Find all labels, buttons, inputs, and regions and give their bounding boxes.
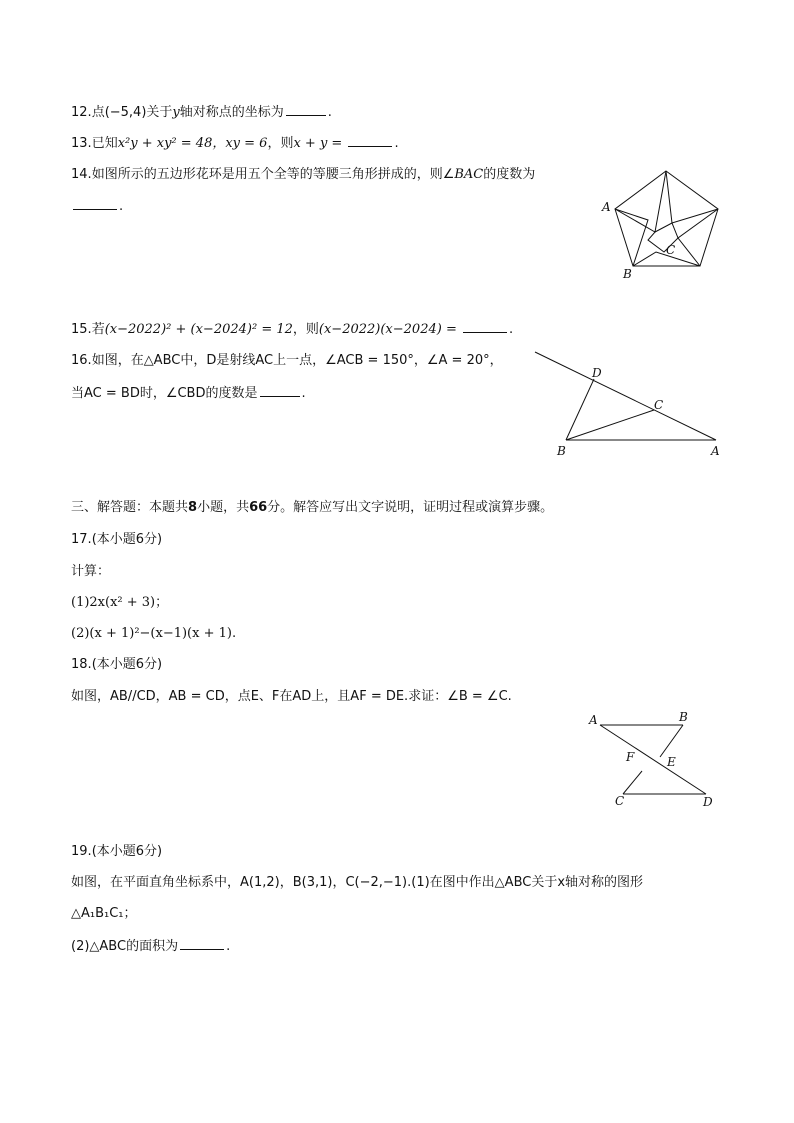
punctuation: . [226,939,231,954]
question-text: 若 [91,322,105,337]
math-angle: BAC [454,167,484,182]
question-17-header [71,531,162,549]
question-text: 轴对称点的坐标为 [179,105,284,120]
answer-blank[interactable] [348,134,392,147]
punctuation: . [301,386,306,401]
section-text: 三、解答题：本题共 [71,500,189,515]
score-note: (本小题6分) [91,532,163,547]
label-a: A [589,713,598,727]
label-c: C [654,398,664,412]
question-text: △A₁B₁C₁； [71,906,137,921]
question-text: 如图，在平面直角坐标系中，A(1,2)，B(3,1)，C(−2,−1).(1)在图中作出△ABC关于x轴对称的图形 [71,875,644,890]
question-text: (2)△ABC的面积为 [71,939,179,954]
label-a: A [711,444,720,458]
question-19-line3 [71,937,230,956]
question-number: 12. [71,105,92,120]
math-variable: y [172,105,180,120]
question-19-line1 [71,874,643,892]
question-text: 如图，AB//CD，AB = CD，点E、F在AD上，且AF = DE.求证：∠B = ∠C. [71,689,512,704]
question-number: 15. [71,322,92,337]
question-text: 如图所示的五边形花环是用五个全等的等腰三角形拼成的，则∠ [91,167,455,182]
question-number: 17. [71,532,92,547]
question-16-line2 [71,384,306,403]
punctuation: . [508,322,514,337]
question-14-blank-line [71,197,123,216]
question-text: 当AC = BD时，∠CBD的度数是 [71,386,258,401]
question-15 [71,320,513,339]
question-number: 19. [71,844,92,859]
question-16 [71,352,503,370]
answer-blank[interactable] [286,103,326,116]
label-c: C [666,243,676,257]
question-number: 13. [71,136,92,151]
label-d: D [703,795,713,809]
math-expression: x²y + xy² = 48，xy = 6 [117,136,268,151]
math-expression: x + y = [293,136,343,151]
punctuation: . [119,199,124,214]
section-text: 分。解答应写出文字说明，证明过程或演算步骤。 [267,500,554,515]
question-17-part2 [71,625,236,643]
question-text: 如图，在△ABC中，D是射线AC上一点，∠ACB = 150°，∠A = 20°， [91,353,503,368]
question-13 [71,134,399,153]
label-c: C [615,794,625,808]
question-text: 已知 [91,136,118,151]
question-17-instruction [71,563,110,581]
question-19-line2 [71,905,137,923]
question-text: 的度数为 [483,167,536,182]
answer-blank[interactable] [180,937,224,950]
punctuation: . [394,136,399,151]
total-score: 66 [249,500,268,515]
math-expression: (x−2022)(x−2024) = [318,322,457,337]
question-12 [71,103,332,122]
answer-blank[interactable] [260,384,300,397]
question-number: 14. [71,167,92,182]
label-b: B [679,710,688,724]
question-text: 计算： [71,564,111,579]
label-d: D [592,366,602,380]
question-18-header [71,656,162,674]
label-b: B [623,267,632,281]
question-17-part1 [71,594,168,612]
answer-blank[interactable] [463,320,507,333]
question-number: 18. [71,657,92,672]
math-expression: (1)2x(x² + 3)； [71,595,169,610]
section-heading [71,499,553,517]
question-number: 16. [71,353,92,368]
question-text: ，则 [292,322,319,337]
score-note: (本小题6分) [91,657,163,672]
question-count: 8 [188,500,198,515]
label-e: E [667,755,676,769]
answer-blank[interactable] [73,197,117,210]
question-18-text [71,688,512,706]
label-f: F [626,750,635,764]
question-19-header [71,843,162,861]
section-text: 小题，共 [197,500,250,515]
math-expression: (2)(x + 1)²−(x−1)(x + 1). [71,626,237,641]
question-14 [71,166,535,184]
score-note: (本小题6分) [91,844,163,859]
label-a: A [602,200,611,214]
question-text: 点(−5,4)关于 [91,105,173,120]
label-b: B [557,444,566,458]
question-text: ，则 [267,136,294,151]
math-expression: (x−2022)² + (x−2024)² = 12 [104,322,293,337]
punctuation: . [327,105,332,120]
